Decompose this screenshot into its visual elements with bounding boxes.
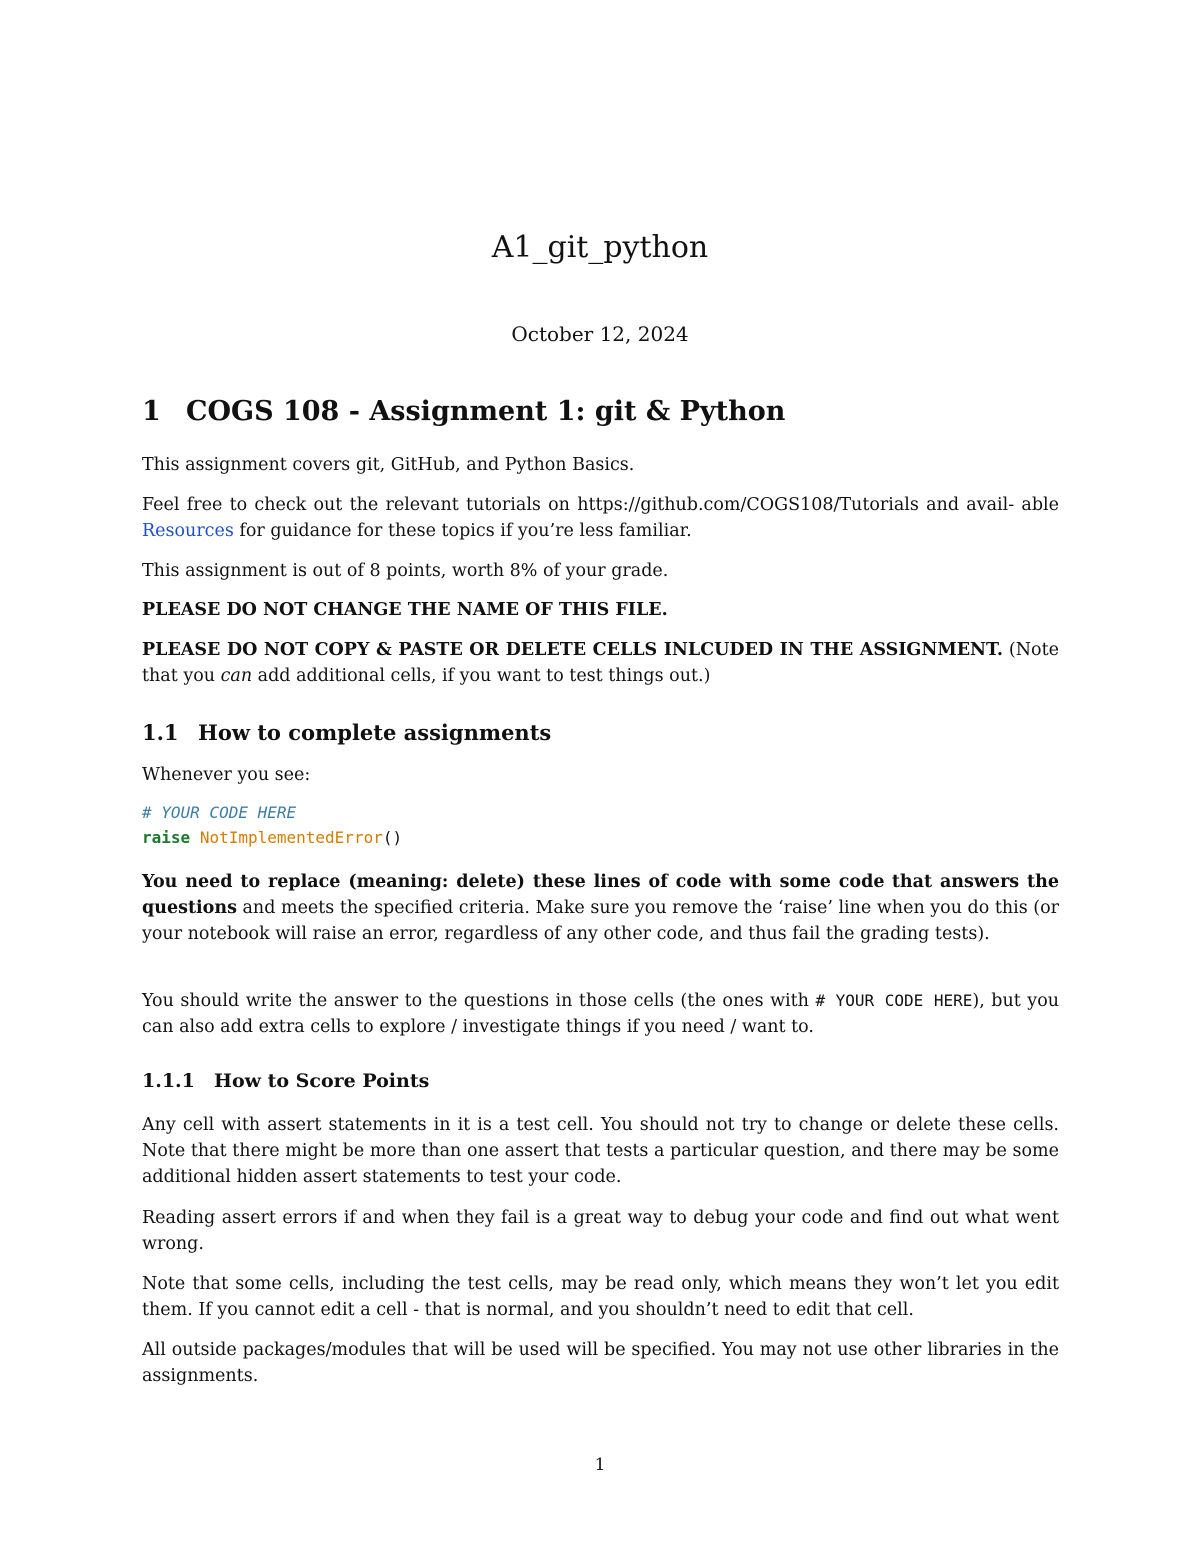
paragraph-packages: All outside packages/modules that will be used will be specified. You may not use other libraries in the assignments. <box>142 1340 1059 1386</box>
code-block <box>142 803 402 847</box>
paragraph-intro: This assignment covers git, GitHub, and Python Basics. <box>142 455 635 475</box>
code-keyword: raise <box>142 828 191 847</box>
code-line <box>142 828 402 847</box>
code-exception: NotImplementedError <box>199 828 383 847</box>
paragraph-warning-cells <box>142 637 1059 689</box>
emphasis-text: can <box>220 666 253 686</box>
paragraph-text: add additional cells, if you want to test things out.) <box>252 666 711 686</box>
emphasis-text: You need to replace (meaning: delete) these lines of code with some code <box>142 872 885 892</box>
paragraph-text: You should write the answer to the questions in those cells (the ones with <box>142 991 816 1011</box>
code-comment: # YOUR CODE HERE <box>142 803 297 822</box>
warning-text: PLEASE DO NOT COPY & PASTE OR DELETE CELLS INLCUDED IN THE ASSIGNMENT. <box>142 640 1003 660</box>
section-number: 1.1.1 <box>142 1070 195 1092</box>
page-number: 1 <box>594 1455 606 1475</box>
section-title: How to complete assignments <box>198 720 552 745</box>
paragraph-read-only: Note that some cells, including the test cells, may be read only, which means they won’t let you edit them. If you cannot edit a cell - that is normal, and you shouldn’t need to edit that cell. <box>142 1274 1059 1320</box>
paragraph-assert: Any cell with assert statements in it is a test cell. You should not try to change or delete these cells. Note that there might be more than one assert that tests a particular question, and there may be some additional hidden assert statements to test your code. <box>142 1115 1059 1187</box>
paragraph-points: This assignment is out of 8 points, worth 8% of your grade. <box>142 561 669 581</box>
paragraph-debug: Reading assert errors if and when they fail is a great way to debug your code and find out what went wrong. <box>142 1208 1059 1254</box>
section-number: 1 <box>142 396 161 427</box>
section-number: 1.1 <box>142 720 179 745</box>
document-date: October 12, 2024 <box>511 322 689 346</box>
document-title: A1_git_python <box>491 230 709 265</box>
resources-link[interactable]: Resources <box>142 521 234 541</box>
code-parens: () <box>382 828 403 847</box>
paragraph-text: for guidance for these topics if you’re less familiar. <box>233 521 692 541</box>
paragraph-text: ), but you can also add extra cells to explore / investigate things if you need / want to. <box>142 991 1060 1037</box>
paragraph-answer-cells <box>142 988 1059 1040</box>
paragraph-replace <box>142 869 1059 947</box>
paragraph-tutorials <box>142 492 1059 544</box>
paragraph-text: (Note that you <box>142 640 1059 686</box>
section-1-1-1-heading <box>142 1070 429 1092</box>
section-1-heading <box>142 396 785 427</box>
paragraph-whenever: Whenever you see: <box>142 765 311 785</box>
paragraph-text: and meets the specified criteria. Make sure you remove the ‘raise’ line when you do this (or your notebook will raise an error, regardless of any other code, and thus fail the grading tests). <box>142 898 1060 944</box>
paragraph-warning-name: PLEASE DO NOT CHANGE THE NAME OF THIS FILE. <box>142 600 668 620</box>
section-title: How to Score Points <box>214 1070 430 1092</box>
section-1-1-heading <box>142 720 551 745</box>
inline-code: # YOUR CODE HERE <box>815 991 973 1010</box>
paragraph-text: Feel free to check out the relevant tutorials on https://github.com/COGS108/Tutorials and avail- able <box>142 495 1059 515</box>
section-title: COGS 108 - Assignment 1: git & Python <box>186 396 786 427</box>
emphasis-text: that answers the questions <box>142 872 1059 918</box>
